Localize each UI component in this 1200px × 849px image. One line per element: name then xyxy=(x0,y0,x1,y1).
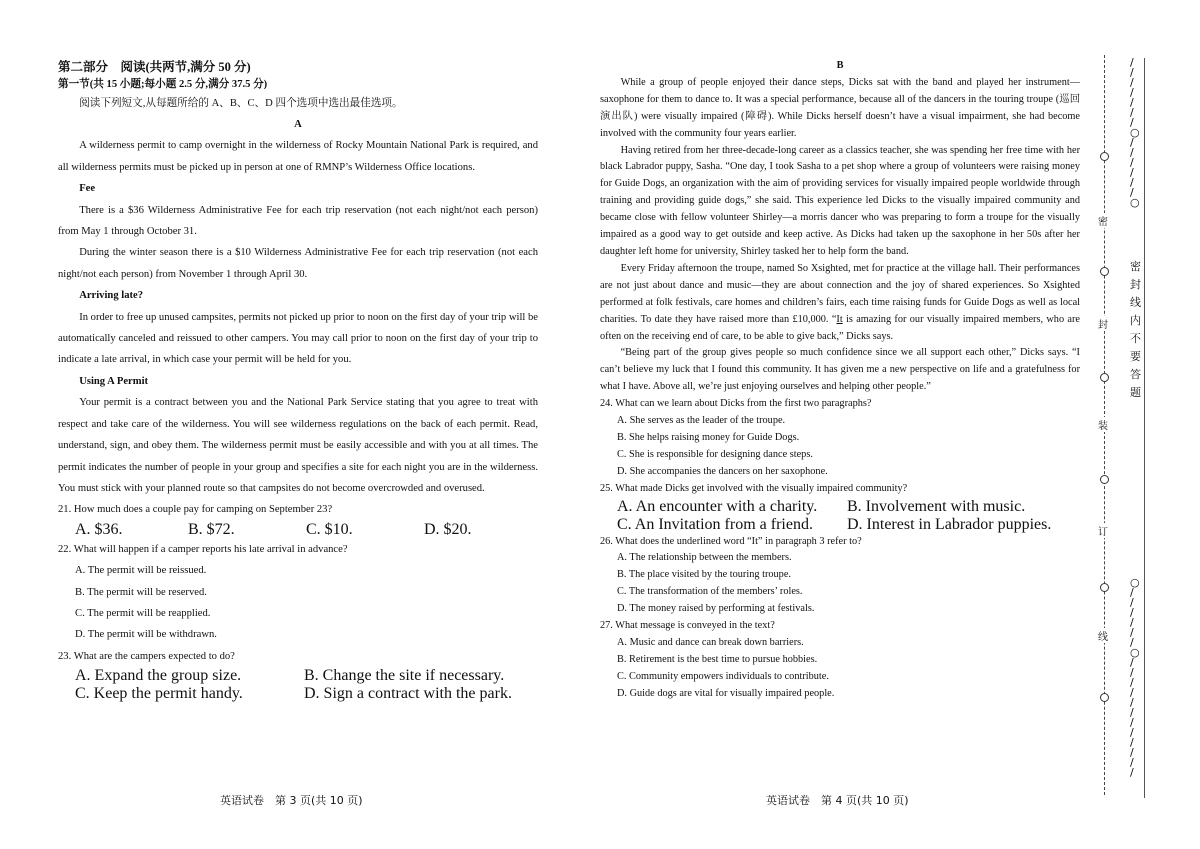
passage-a-label: A xyxy=(294,119,302,130)
binding-label-zhuang: 装 xyxy=(1098,417,1108,432)
passage-b-paragraph-2: Having retired from her three-decade-long career as a classics teacher, she was spending her free time with her black Labrador puppy, Sasha. “One day, I took Sasha to a pet shop where a group of volunteers were raising money for Guide Dogs, an organization with the aim of providing services for visually impaired people worldwide through training and providing guide dogs,” she said. This experience led Dicks to the visually impaired community and became close with fellow volunteer Shirley—a morris dancer who was preparing to form a troupe for the visually impaired as a good way to get outside and keep active. As Dicks had taken up the saxophone in her 50s after her daughter left home for university, Shirley tasked her to help form the band. xyxy=(600,144,1080,257)
q25-option-a[interactable]: A. An encounter with a charity. xyxy=(617,497,818,515)
binding-circle xyxy=(1100,373,1109,382)
rail-char-feng: 封 xyxy=(1130,278,1141,291)
q27-option-a[interactable]: A. Music and dance can break down barriers. xyxy=(617,637,804,648)
rail-slashes-top: / / / / / / / ○ / / / / / / ○ xyxy=(1130,56,1140,209)
binding-label-ding: 订 xyxy=(1098,523,1108,538)
rail-warning-text xyxy=(1130,258,1141,402)
q25-option-c[interactable]: C. An Invitation from a friend. xyxy=(617,515,813,533)
q21-option-a[interactable]: A. $36. xyxy=(75,520,123,538)
passage-b-paragraph-1: While a group of people enjoyed their dance steps, Dicks sat with the band and played her instrument—saxophone for them to dance to. It was a special performance, because all of the dancers in the touring troupe (巡回演出队) were visually impaired (障碍). While Dicks herself doesn’t have a visual impairment, she had become involved with the community four years earlier. xyxy=(600,76,1080,139)
binding-label-feng: 封 xyxy=(1098,316,1108,331)
fee-heading: Fee xyxy=(79,183,96,195)
question-26: 26. What does the underlined word “It” in paragraph 3 refer to? xyxy=(600,535,862,547)
q22-option-b[interactable]: B. The permit will be reserved. xyxy=(75,586,207,598)
binding-label-xian: 线 xyxy=(1098,628,1108,643)
q21-option-d[interactable]: D. $20. xyxy=(424,520,472,538)
late-paragraph: In order to free up unused campsites, permits not picked up prior to noon on the first day of your trip will be automatically canceled and reissued to other campers. You may call prior to noon on the first day of your trip to indicate a late arrival, in which case your permit will be held for you. xyxy=(58,311,538,366)
passage-a-intro: A wilderness permit to camp overnight in the wilderness of Rocky Mountain National Park is required, and all wilderness permits must be picked up in person at one of RMNP’s Wilderness Office locations. xyxy=(58,140,538,173)
q26-option-b[interactable]: B. The place visited by the touring troupe. xyxy=(617,569,791,581)
rail-slashes-bottom: ○ / / / / / / ○ / / / / / / / / / / / / xyxy=(1130,576,1140,779)
paragraph-3-text-end: is amazing for our visually impaired members, who are often on the receiving end of care, to be able to give back,” Dicks says. xyxy=(600,313,1080,342)
section-header: 第一节(共 15 小题;每小题 2.5 分,满分 37.5 分) xyxy=(58,79,268,90)
question-27: 27. What message is conveyed in the text? xyxy=(600,620,775,632)
binding-circle xyxy=(1100,693,1109,702)
permit-paragraph: Your permit is a contract between you and the National Park Service stating that you agree to treat with respect and take care of the wilderness. You will see wilderness regulations on the back of each permit. Read, understand, sign, and obey them. The wilderness permit must be easily accessible and with you at all times. The permit indicates the number of people in your group and specifies a site for each night you are in the wilderness. You must stick with your planned route so that campsites do not become overcrowded and overused. xyxy=(58,397,538,494)
q25-option-b[interactable]: B. Involvement with music. xyxy=(847,497,1026,515)
q26-option-a[interactable]: A. The relationship between the members. xyxy=(617,552,792,564)
q23-option-a[interactable]: A. Expand the group size. xyxy=(75,667,242,685)
q27-option-b[interactable]: B. Retirement is the best time to pursue hobbies. xyxy=(617,653,818,665)
question-21: 21. How much does a couple pay for camping on September 23? xyxy=(58,504,333,516)
passage-b-paragraph-4: “Being part of the group gives people so much confidence since we all support each other,” Dicks says. “I can’t believe my luck that I found this community. It has given me a new perspective on life and a gratefulness for what I have. Above all, we’re just enjoying ourselves and helping other people.” xyxy=(600,347,1080,393)
q26-option-d[interactable]: D. The money raised by performing at festivals. xyxy=(617,603,815,615)
right-footer: 英语试卷 第 4 页(共 10 页) xyxy=(766,794,909,807)
binding-circle xyxy=(1100,267,1109,276)
rail-char-da: 答 xyxy=(1130,368,1141,381)
passage-b-paragraph-3 xyxy=(600,261,1080,346)
q23-options-row-1 xyxy=(58,667,538,685)
rail-char-ti: 题 xyxy=(1130,386,1141,399)
instruction: 阅读下列短文,从每题所给的 A、B、C、D 四个选项中选出最佳选项。 xyxy=(79,98,403,109)
q21-options xyxy=(58,521,538,539)
q22-option-d[interactable]: D. The permit will be withdrawn. xyxy=(75,629,217,641)
binding-circle xyxy=(1100,152,1109,161)
rail-border-line xyxy=(1144,58,1145,798)
rail-char-yao: 要 xyxy=(1130,350,1141,363)
passage-b-label: B xyxy=(836,60,844,71)
q25-option-d[interactable]: D. Interest in Labrador puppies. xyxy=(847,515,1052,533)
binding-circle xyxy=(1100,583,1109,592)
q25-options-row-1 xyxy=(600,498,1080,516)
q23-option-c[interactable]: C. Keep the permit handy. xyxy=(75,685,243,703)
q24-option-b[interactable]: B. She helps raising money for Guide Dogs. xyxy=(617,431,800,443)
q24-option-d[interactable]: D. She accompanies the dancers on her saxophone. xyxy=(617,465,828,477)
binding-circle xyxy=(1100,475,1109,484)
late-heading: Arriving late? xyxy=(79,290,144,302)
q27-option-c[interactable]: C. Community empowers individuals to contribute. xyxy=(617,670,829,682)
permit-heading: Using A Permit xyxy=(79,375,149,387)
q26-option-c[interactable]: C. The transformation of the members’ roles. xyxy=(617,586,803,598)
q24-option-a[interactable]: A. She serves as the leader of the troupe. xyxy=(617,415,786,427)
question-23: 23. What are the campers expected to do? xyxy=(58,650,235,662)
right-page xyxy=(600,58,1080,703)
rail-char-nei: 内 xyxy=(1130,314,1141,327)
q25-options-row-2 xyxy=(600,516,1080,534)
underlined-word-it: It xyxy=(836,313,843,325)
left-page xyxy=(58,58,538,703)
question-25: 25. What made Dicks get involved with the visually impaired community? xyxy=(600,482,908,494)
binding-label-mi: 密 xyxy=(1098,213,1108,228)
part-header: 第二部分 阅读(共两节,满分 50 分) xyxy=(58,60,251,74)
rail-char-xian: 线 xyxy=(1130,296,1141,309)
q24-option-c[interactable]: C. She is responsible for designing dance steps. xyxy=(617,448,813,460)
q22-option-c[interactable]: C. The permit will be reapplied. xyxy=(75,607,211,619)
q21-option-c[interactable]: C. $10. xyxy=(306,520,353,538)
paragraph-3-text-start: Every Friday afternoon the troupe, named So Xsighted, met for practice at the village hall. Their performances are not just about dance and music—they are about connection and the joy of shared experiences. So Xsighted performed at folk festivals, care homes and children’s fairs, each time raising funds for Guide Dogs as well as local charities. To date they have raised more than £10,000. “ xyxy=(600,262,1080,325)
fee-paragraph-1: There is a $36 Wilderness Administrative Fee for each trip reservation (not each night/not each person) from May 1 through October 31. xyxy=(58,204,538,238)
question-24: 24. What can we learn about Dicks from the first two paragraphs? xyxy=(600,398,872,410)
fee-paragraph-2: During the winter season there is a $10 Wilderness Administrative Fee for each trip reservation (not each night/not each person) from November 1 through April 30. xyxy=(58,247,538,280)
q23-option-d[interactable]: D. Sign a contract with the park. xyxy=(304,685,512,703)
q21-option-b[interactable]: B. $72. xyxy=(188,520,235,538)
rail-char-mi: 密 xyxy=(1130,260,1141,273)
left-footer: 英语试卷 第 3 页(共 10 页) xyxy=(220,794,363,807)
q23-option-b[interactable]: B. Change the site if necessary. xyxy=(304,667,505,685)
q22-option-a[interactable]: A. The permit will be reissued. xyxy=(75,565,207,577)
binding-rail xyxy=(1126,58,1146,798)
question-22: 22. What will happen if a camper reports his late arrival in advance? xyxy=(58,543,348,555)
rail-char-bu: 不 xyxy=(1130,332,1141,345)
q27-option-d[interactable]: D. Guide dogs are vital for visually impaired people. xyxy=(617,687,835,699)
q23-options-row-2 xyxy=(58,685,538,703)
